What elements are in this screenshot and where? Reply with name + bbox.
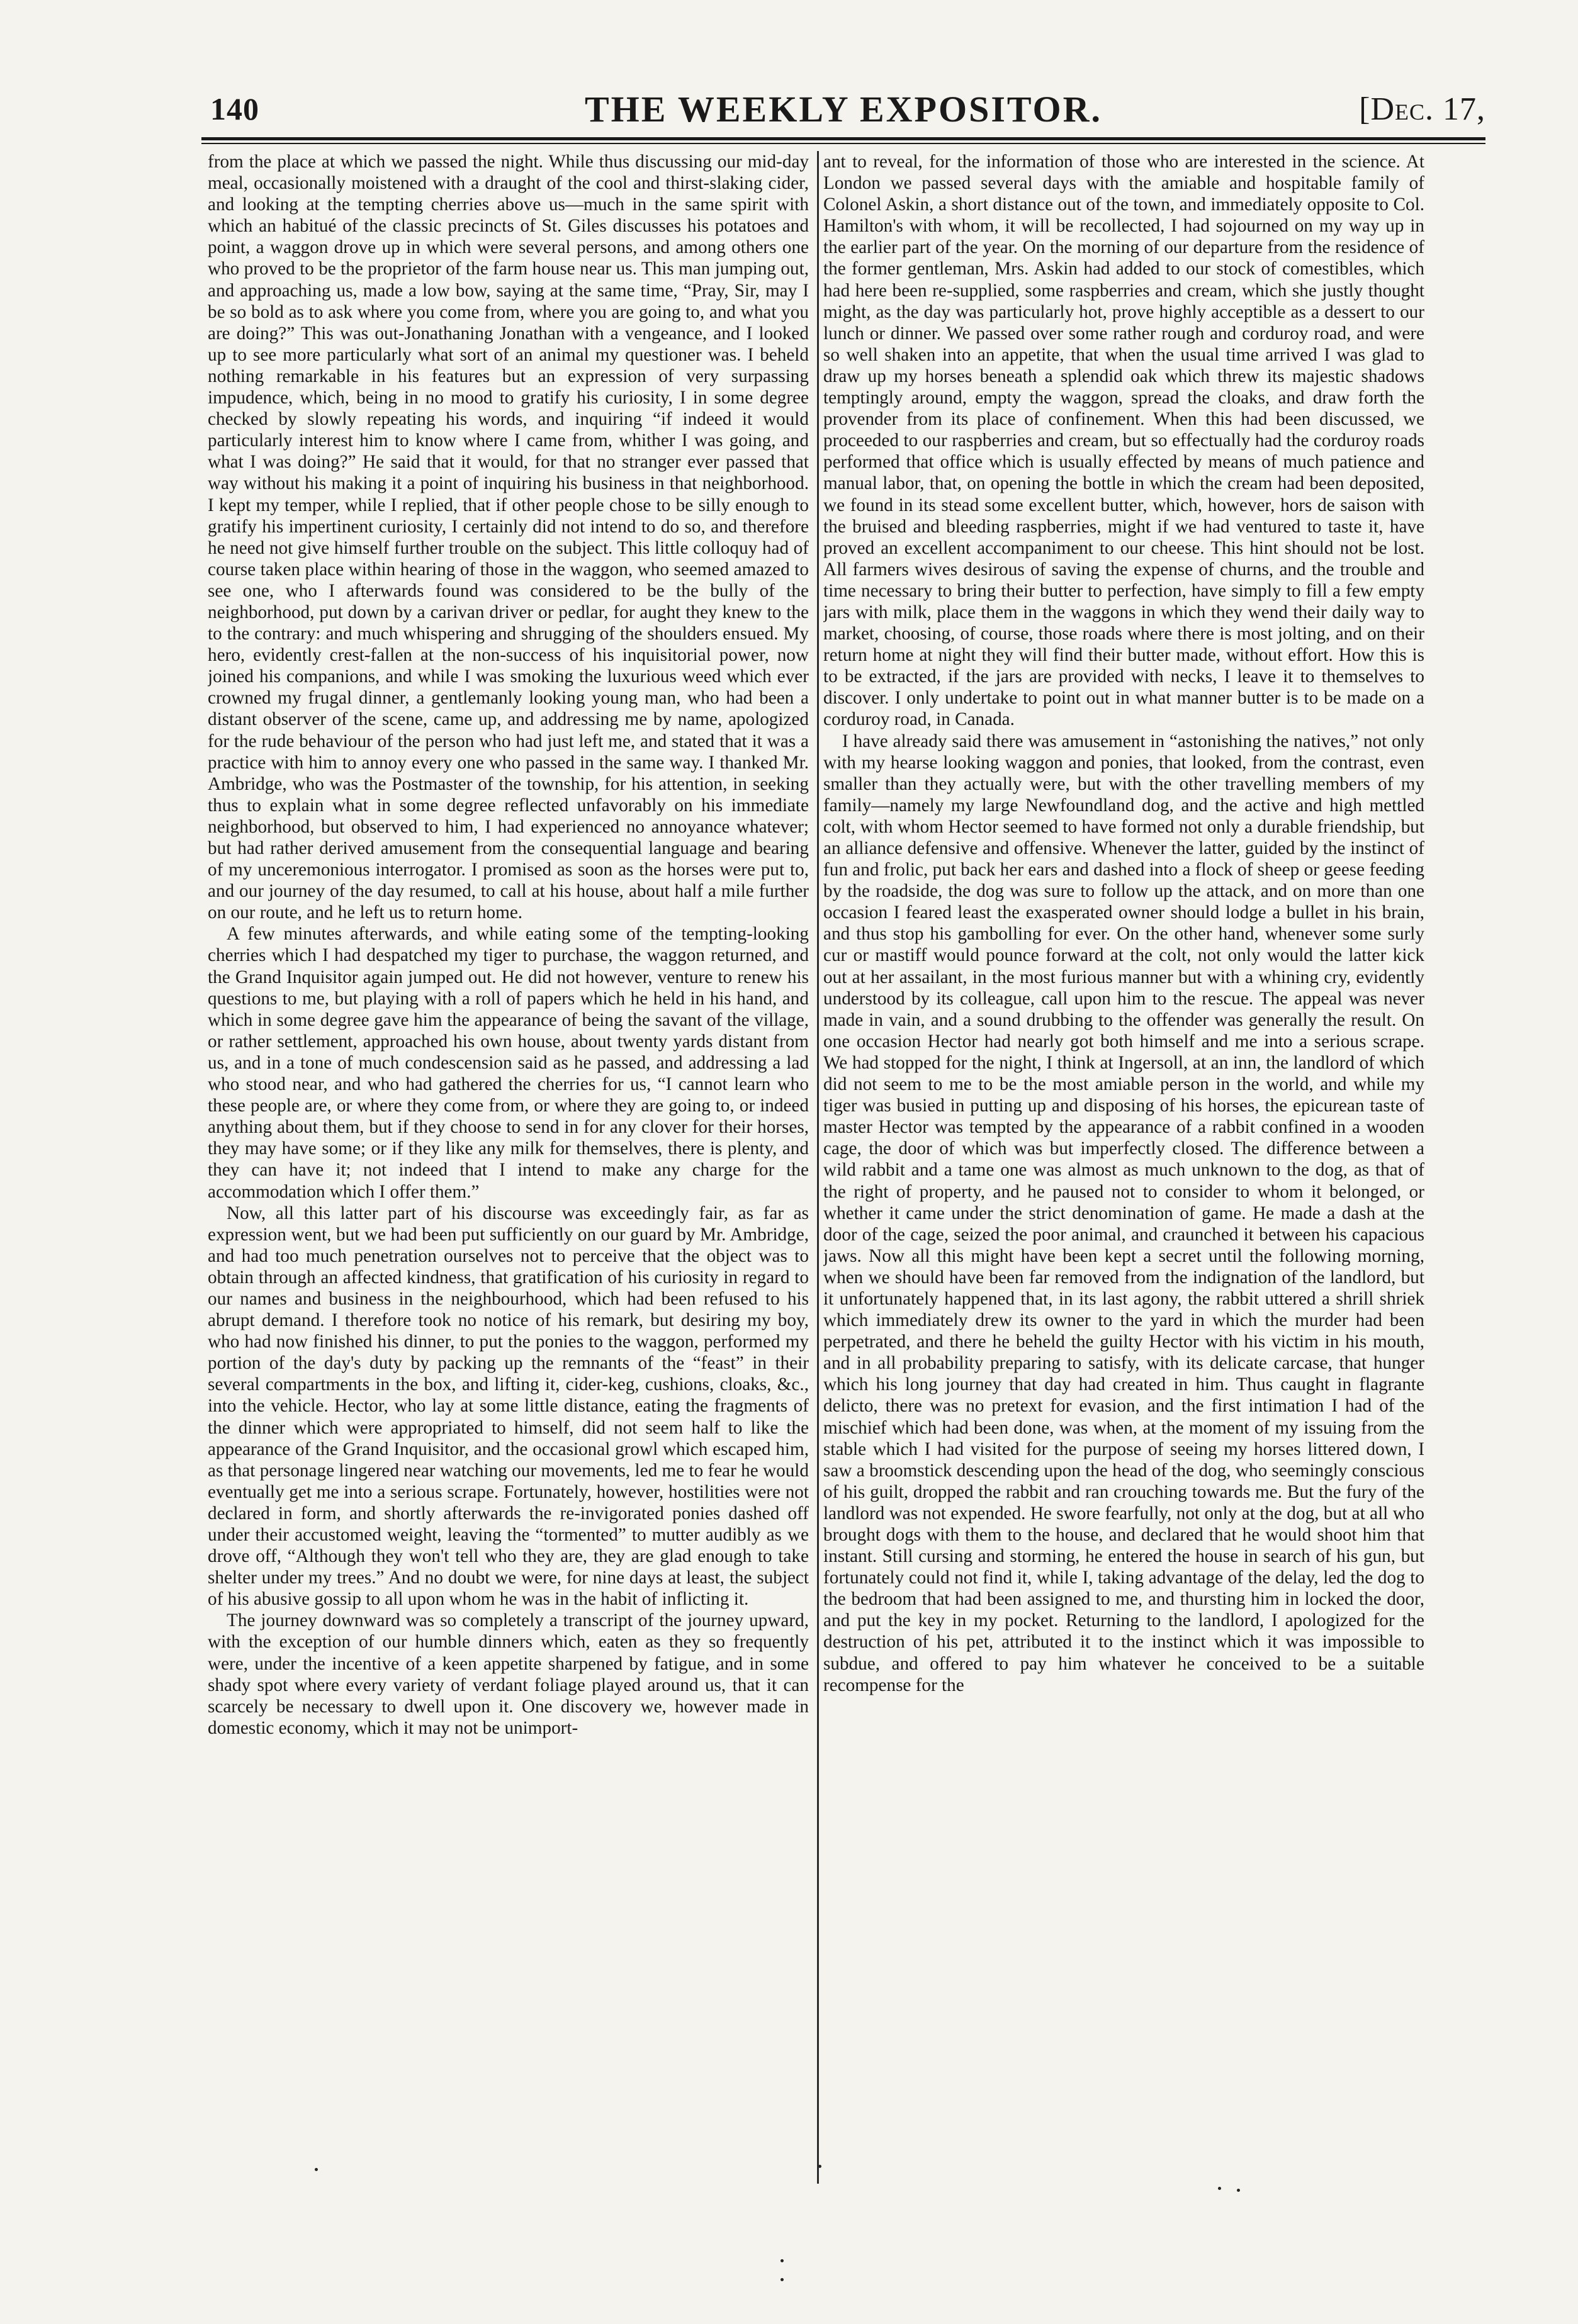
print-speck xyxy=(1237,2189,1240,2192)
article-paragraph: Now, all this latter part of his discourse was exceedingly fair, as far as expression went, but we had been put sufficiently on our guard by Mr. Ambridge, and had too much penetration ourselves not to perceive that the object was to obtain through an affected kindness, that gratification of his curiosity in regard to our names and business in the neighbourhood, which had been refused to his abrupt demand. I therefore took no notice of his remark, but desiring my boy, who had now finished his dinner, to put the ponies to the waggon, performed my portion of the day's duty by packing up the remnants of the “feast” in their several compartments in the box, and lifting it, cider-keg, cushions, cloaks, &c., into the vehicle. Hector, who lay at some little distance, eating the fragments of the dinner which were appropriated to himself, did not seem half to like the appearance of the Grand Inquisitor, and the occasional growl which escaped him, as that personage lingered near watching our movements, led me to fear he would eventually get me into a serious scrape. Fortunately, however, hostilities were not declared in form, and shortly afterwards the re-invigorated ponies dashed off under their accustomed weight, leaving the “tormented” to mutter audibly as we drove off, “Although they won't tell who they are, they are glad enough to take shelter under my trees.” And no doubt we were, for nine days at least, the subject of his abusive gossip to all upon whom he was in the habit of inflicting it. xyxy=(208,1203,809,1610)
article-paragraph: A few minutes afterwards, and while eating some of the tempting-looking cherries which I had despatched my tiger to purchase, the waggon returned, and the Grand Inquisitor again jumped out. He did not however, venture to renew his questions to me, but playing with a roll of papers which he held in his hand, and which in some degree gave him the appearance of being the savant of the village, or rather settlement, approached his own house, about twenty yards distant from us, and in a tone of much condescension said as he passed, and addressing a lad who stood near, and who had gathered the cherries for us, “I cannot learn who these people are, or where they come from, or where they are going to, or indeed anything about them, but if they choose to send in for any clover for their horses, they may have some; or if they like any milk for themselves, there is plenty, and they can have it; not indeed that I intend to make any charge for the accommodation which I offer them.” xyxy=(208,924,809,1202)
header-rule xyxy=(201,137,1485,140)
page-header xyxy=(201,87,1485,145)
print-speck xyxy=(818,2165,821,2168)
left-column xyxy=(208,151,809,2133)
print-speck xyxy=(781,2278,784,2281)
journal-title: THE WEEKLY EXPOSITOR. xyxy=(584,89,1103,130)
print-speck xyxy=(781,2259,784,2262)
page-number: 140 xyxy=(210,91,259,126)
article-paragraph: ant to reveal, for the information of those who are interested in the science. At London we passed several days with the amiable and hospitable family of Colonel Askin, a short distance out of the town, and immediately opposite to Col. Hamilton's with whom, it will be recollected, I had sojourned on my way up in the earlier part of the year. On the morning of our departure from the residence of the former gentleman, Mrs. Askin had added to our stock of comestibles, which had here been re-supplied, some raspberries and cream, which she justly thought might, as the day was particularly hot, prove highly acceptible as a dessert to our lunch or dinner. We passed over some rather rough and corduroy road, and were so well shaken into an appetite, that when the usual time arrived I was glad to draw up my horses beneath a splendid oak which threw its majestic shadows temptingly around, empty the waggon, spread the cloaks, and draw forth the provender from its place of confinement. When this had been discussed, we proceeded to our raspberries and cream, but so effectually had the corduroy roads performed that office which is usually effected by means of much patience and manual labor, that, on opening the bottle in which the cream had been deposited, we found in its stead some excellent butter, which, however, hors de saison with the bruised and bleeding raspberries, might if we had ventured to taste it, have proved an excellent accompaniment to our cheese. This hint should not be lost. All farmers wives desirous of saving the expense of churns, and the trouble and time necessary to bring their butter to perfection, have simply to fill a few empty jars with milk, place them in the waggons in which they wend their daily way to market, choosing, of course, those roads where there is most jolting, and on their return home at night they will find their butter made, without effort. How this is to be extracted, if the jars are provided with necks, I leave it to themselves to discover. I only undertake to point out in what manner butter is to be made on a corduroy road, in Canada. xyxy=(823,152,1424,730)
issue-date: [Dec. 17, xyxy=(1359,91,1485,127)
header-rule-thin xyxy=(201,143,1485,144)
right-column xyxy=(823,151,1424,2133)
print-speck xyxy=(1218,2187,1221,2190)
article-paragraph: from the place at which we passed the night. While thus discussing our mid-day meal, occasionally moistened with a draught of the cool and thirst-slaking cider, and looking at the tempting cherries above us—much in the same spirit with which an habitué of the classic precincts of St. Giles discusses his potatoes and point, a waggon drove up in which were several persons, and among others one who proved to be the proprietor of the farm house near us. This man jumping out, and approaching us, made a low bow, saying at the same time, “Pray, Sir, may I be so bold as to ask where you come from, where you are going to, and what you are doing?” This was out-Jonathaning Jonathan with a vengeance, and I looked up to see more particularly what sort of an animal my questioner was. I beheld nothing remarkable in his features but an expression of very surpassing impudence, which, being in no mood to gratify his curiosity, I in some degree checked by slowly repeating his words, and inquiring “if indeed it would particularly interest him to know where I came from, whither I was going, and what I was doing?” He said that it would, for that no stranger ever passed that way without his making it a point of inquiring his business in that neighborhood. I kept my temper, while I replied, that if other people chose to be silly enough to gratify his impertinent curiosity, I certainly did not intend to do so, and therefore he need not give himself further trouble on the subject. This little colloquy had of course taken place within hearing of those in the waggon, who seemed amazed to see one, who I afterwards found was considered to be the bully of the neighborhood, put down by a carivan driver or pedlar, for aught they knew to the to the contrary: and much whispering and shrugging of the shoulders ensued. My hero, evidently crest-fallen at the non-success of his inquisitorial power, now joined his companions, and while I was smoking the luxurious weed which ever crowned my frugal dinner, a gentlemanly looking young man, who had been a distant observer of the scene, came up, and addressing me by name, apologized for the rude behaviour of the person who had just left me, and stated that it was a practice with him to annoy every one who passed in the same way. I thanked Mr. Ambridge, who was the Postmaster of the township, for his attention, in seeking thus to explain what in some degree reflected unfavorably on his immediate neighborhood, but observed to him, I had experienced no annoyance whatever; but had rather derived amusement from the consequential language and bearing of my unceremonious interrogator. I promised as soon as the horses were put to, and our journey of the day resumed, to call at his house, about half a mile further on our route, and he left us to return home. xyxy=(208,152,809,923)
print-speck xyxy=(315,2168,318,2171)
article-paragraph: The journey downward was so completely a transcript of the journey upward, with the exception of our humble dinners which, eaten as they so frequently were, under the incentive of a keen appetite sharpened by fatigue, and in some shady spot where every variety of verdant foliage played around us, that it can scarcely be necessary to dwell upon it. One discovery we, however made in domestic economy, which it may not be unimport- xyxy=(208,1610,809,1738)
column-divider xyxy=(817,151,819,2184)
article-paragraph: I have already said there was amusement in “astonishing the natives,” not only with my hearse looking waggon and ponies, that looked, from the contrast, even smaller than they actually were, but with the other travelling members of my family—namely my large Newfoundland dog, and the active and high mettled colt, with whom Hector seemed to have formed not only a durable friendship, but an alliance defensive and offensive. Whenever the latter, guided by the instinct of fun and frolic, put back her ears and dashed into a flock of sheep or geese feeding by the roadside, the dog was sure to follow up the attack, and on more than one occasion I feared least the exasperated owner should lodge a bullet in his brain, and thus stop his gambolling for ever. On the other hand, whenever some surly cur or mastiff would pounce forward at the colt, not only would the latter kick out at her assailant, in the most furious manner but with a whining cry, evidently understood by its colleague, call upon him to the rescue. The appeal was never made in vain, and a sound drubbing to the offender was generally the result. On one occasion Hector had nearly got both himself and me into a serious scrape. We had stopped for the night, I think at Ingersoll, at an inn, the landlord of which did not seem to me to be the most amiable person in the world, and while my tiger was busied in putting up and disposing of his horses, the epicurean taste of master Hector was tempted by the appearance of a rabbit confined in a wooden cage, the door of which was but imperfectly closed. The difference between a wild rabbit and a tame one was almost as much unknown to the dog, as that of the right of property, and he paused not to consider to whom it belonged, or whether it came under the strict denomination of game. He made a dash at the door of the cage, seized the poor animal, and craunched it between his capacious jaws. Now all this might have been kept a secret until the following morning, when we should have been far removed from the indignation of the landlord, but it unfortunately happened that, in its last agony, the rabbit uttered a shrill shriek which immediately drew its owner to the yard in which the murder had been perpetrated, and there he beheld the guilty Hector with his victim in his mouth, and in all probability preparing to satisfy, with its delicate carcase, that hunger which his long journey that day had created in him. Thus caught in flagrante delicto, there was no pretext for evasion, and the first intimation I had of the mischief which had been done, was when, at the moment of my issuing from the stable which I had visited for the purpose of seeing my horses littered down, I saw a broomstick descending upon the head of the dog, who seemingly conscious of his guilt, dropped the rabbit and ran crouching towards me. But the fury of the landlord was not expended. He swore fearfully, not only at the dog, but at all who brought dogs with them to the house, and declared that he would shoot him that instant. Still cursing and storming, he entered the house in search of his gun, but fortunately could not find it, while I, taking advantage of the delay, led the dog to the bedroom that had been assigned to me, and thursting him in locked the door, and put the key in my pocket. Returning to the landlord, I apologized for the destruction of his pet, attributed it to the instinct which it was impossible to subdue, and offered to pay him whatever he conceived to be a suitable recompense for the xyxy=(823,731,1424,1695)
